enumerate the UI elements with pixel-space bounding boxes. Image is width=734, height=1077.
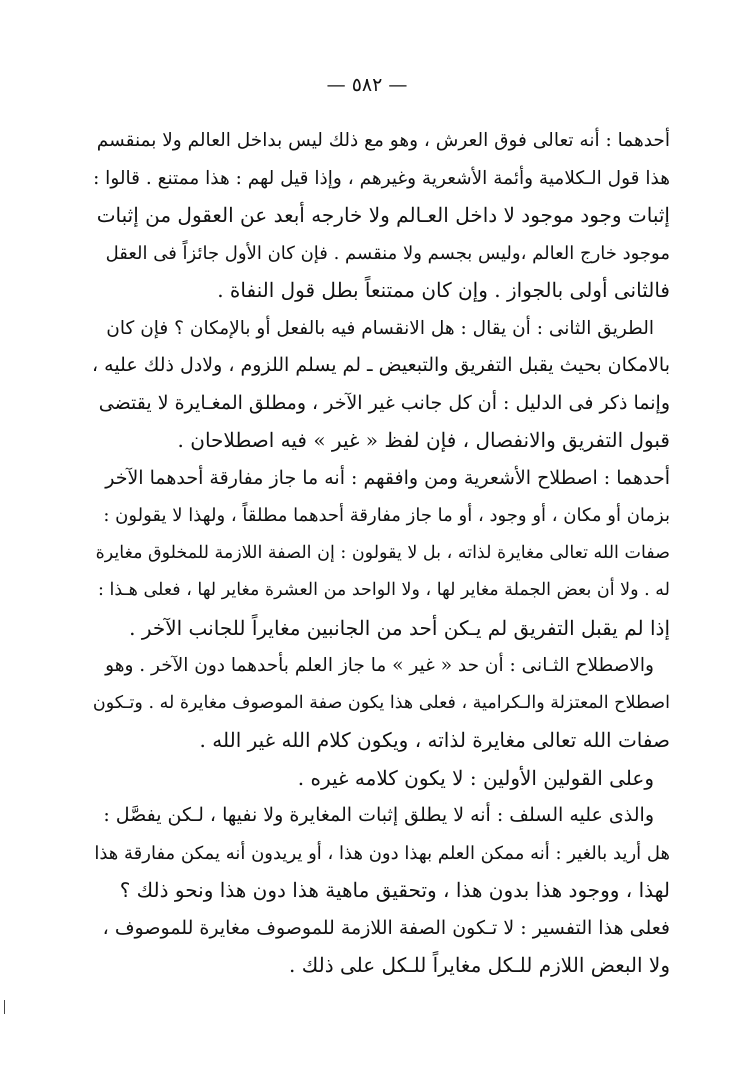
text-line: له . ولا أن بعض الجملة مغاير لها ، ولا الواحد من العشرة مغاير لها ، فعلى هـذا : [98,580,670,600]
text-line: اصطلاح المعتزلة والـكرامية ، فعلى هذا يكون صفة الموصوف مغايرة له . وتـكون [92,692,670,713]
text-line: وإنما ذكر فى الدليل : أن كل جانب غير الآخر ، ومطلق المغـايرة لا يقتضى [98,391,670,414]
text-line: إثبات وجود موجود لا داخل العـالم ولا خارجه أبعد عن العقول من إثبات [96,203,670,227]
text-line: هل أريد بالغير : أنه ممكن العلم بهذا دون هذا ، أو يريدون أنه يمكن مفارقة هذا [94,842,670,864]
text-line: صفات الله تعالى مغايرة لذاته ، ويكون كلام الله غير الله . [199,728,670,752]
text-line: صفات الله تعالى مغايرة لذاته ، بل لا يقولون : إن الصفة اللازمة للمخلوق مغايرة [95,542,670,563]
text-line: إذا لم يقبل التفريق لم يـكن أحد من الجانبين مغايراً للجانب الآخر . [129,615,670,640]
text-line: قبول التفريق والانفصال ، فإن لفظ « غير » فيه اصطلاحان . [177,428,670,452]
text-line: فعلى هذا التفسير : لا تـكون الصفة اللازمة للموصوف مغايرة للموصوف ، [102,916,670,939]
text-line: لهذا ، ووجود هذا بدون هذا ، وتحقيق ماهية هذا دون هذا ونحو ذلك ؟ [119,878,670,902]
text-line: فالثانى أولى بالجواز . وإن كان ممتنعاً بطل قول النفاة . [217,278,670,302]
text-line: أحدهما : أنه تعالى فوق العرش ، وهو مع ذلك ليس بداخل العالم ولا بمنقسم [96,130,670,151]
text-line: هذا قول الـكلامية وأئمة الأشعرية وغيرهم ، وإذا قيل لهم : هذا ممتنع . قالوا : [93,167,670,189]
page-number: — ٥٨٢ — [326,74,408,96]
text-line: بزمان أو مكان ، أو وجود ، أو ما جاز مفارقة أحدهما مطلقاً ، ولهذا لا يقولون : [103,505,670,526]
text-line: أحدهما : اصطلاح الأشعرية ومن وافقهم : أنه ما جاز مفارقة أحدهما الآخر [105,466,670,489]
text-line: وعلى القولين الأولين : لا يكون كلامه غيره . [297,765,654,790]
scan-edge-mark [4,1000,5,1014]
text-line: بالامكان بحيث يقبل التفريق والتبعيض ـ لم يسلم اللزوم ، ولادل ذلك عليه ، [92,354,670,376]
text-line: ولا البعض اللازم للـكل مغايراً للـكل على ذلك . [289,953,670,977]
text-line: موجود خارج العالم ،وليس بجسم ولا منقسم . فإن كان الأول جائزاً فى العقل [105,242,670,264]
text-line: والذى عليه السلف : أنه لا يطلق إثبات المغايرة ولا نفيها ، لـكن يفصَّل : [103,804,654,826]
body-text [92,122,670,985]
text-line: والاصطلاح الثـانى : أن حد « غير » ما جاز العلم بأحدهما دون الآخر . وهو [105,655,654,676]
text-line: الطريق الثانى : أن يقال : هل الانقسام فيه بالفعل أو بالإمكان ؟ فإن كان [106,317,654,339]
